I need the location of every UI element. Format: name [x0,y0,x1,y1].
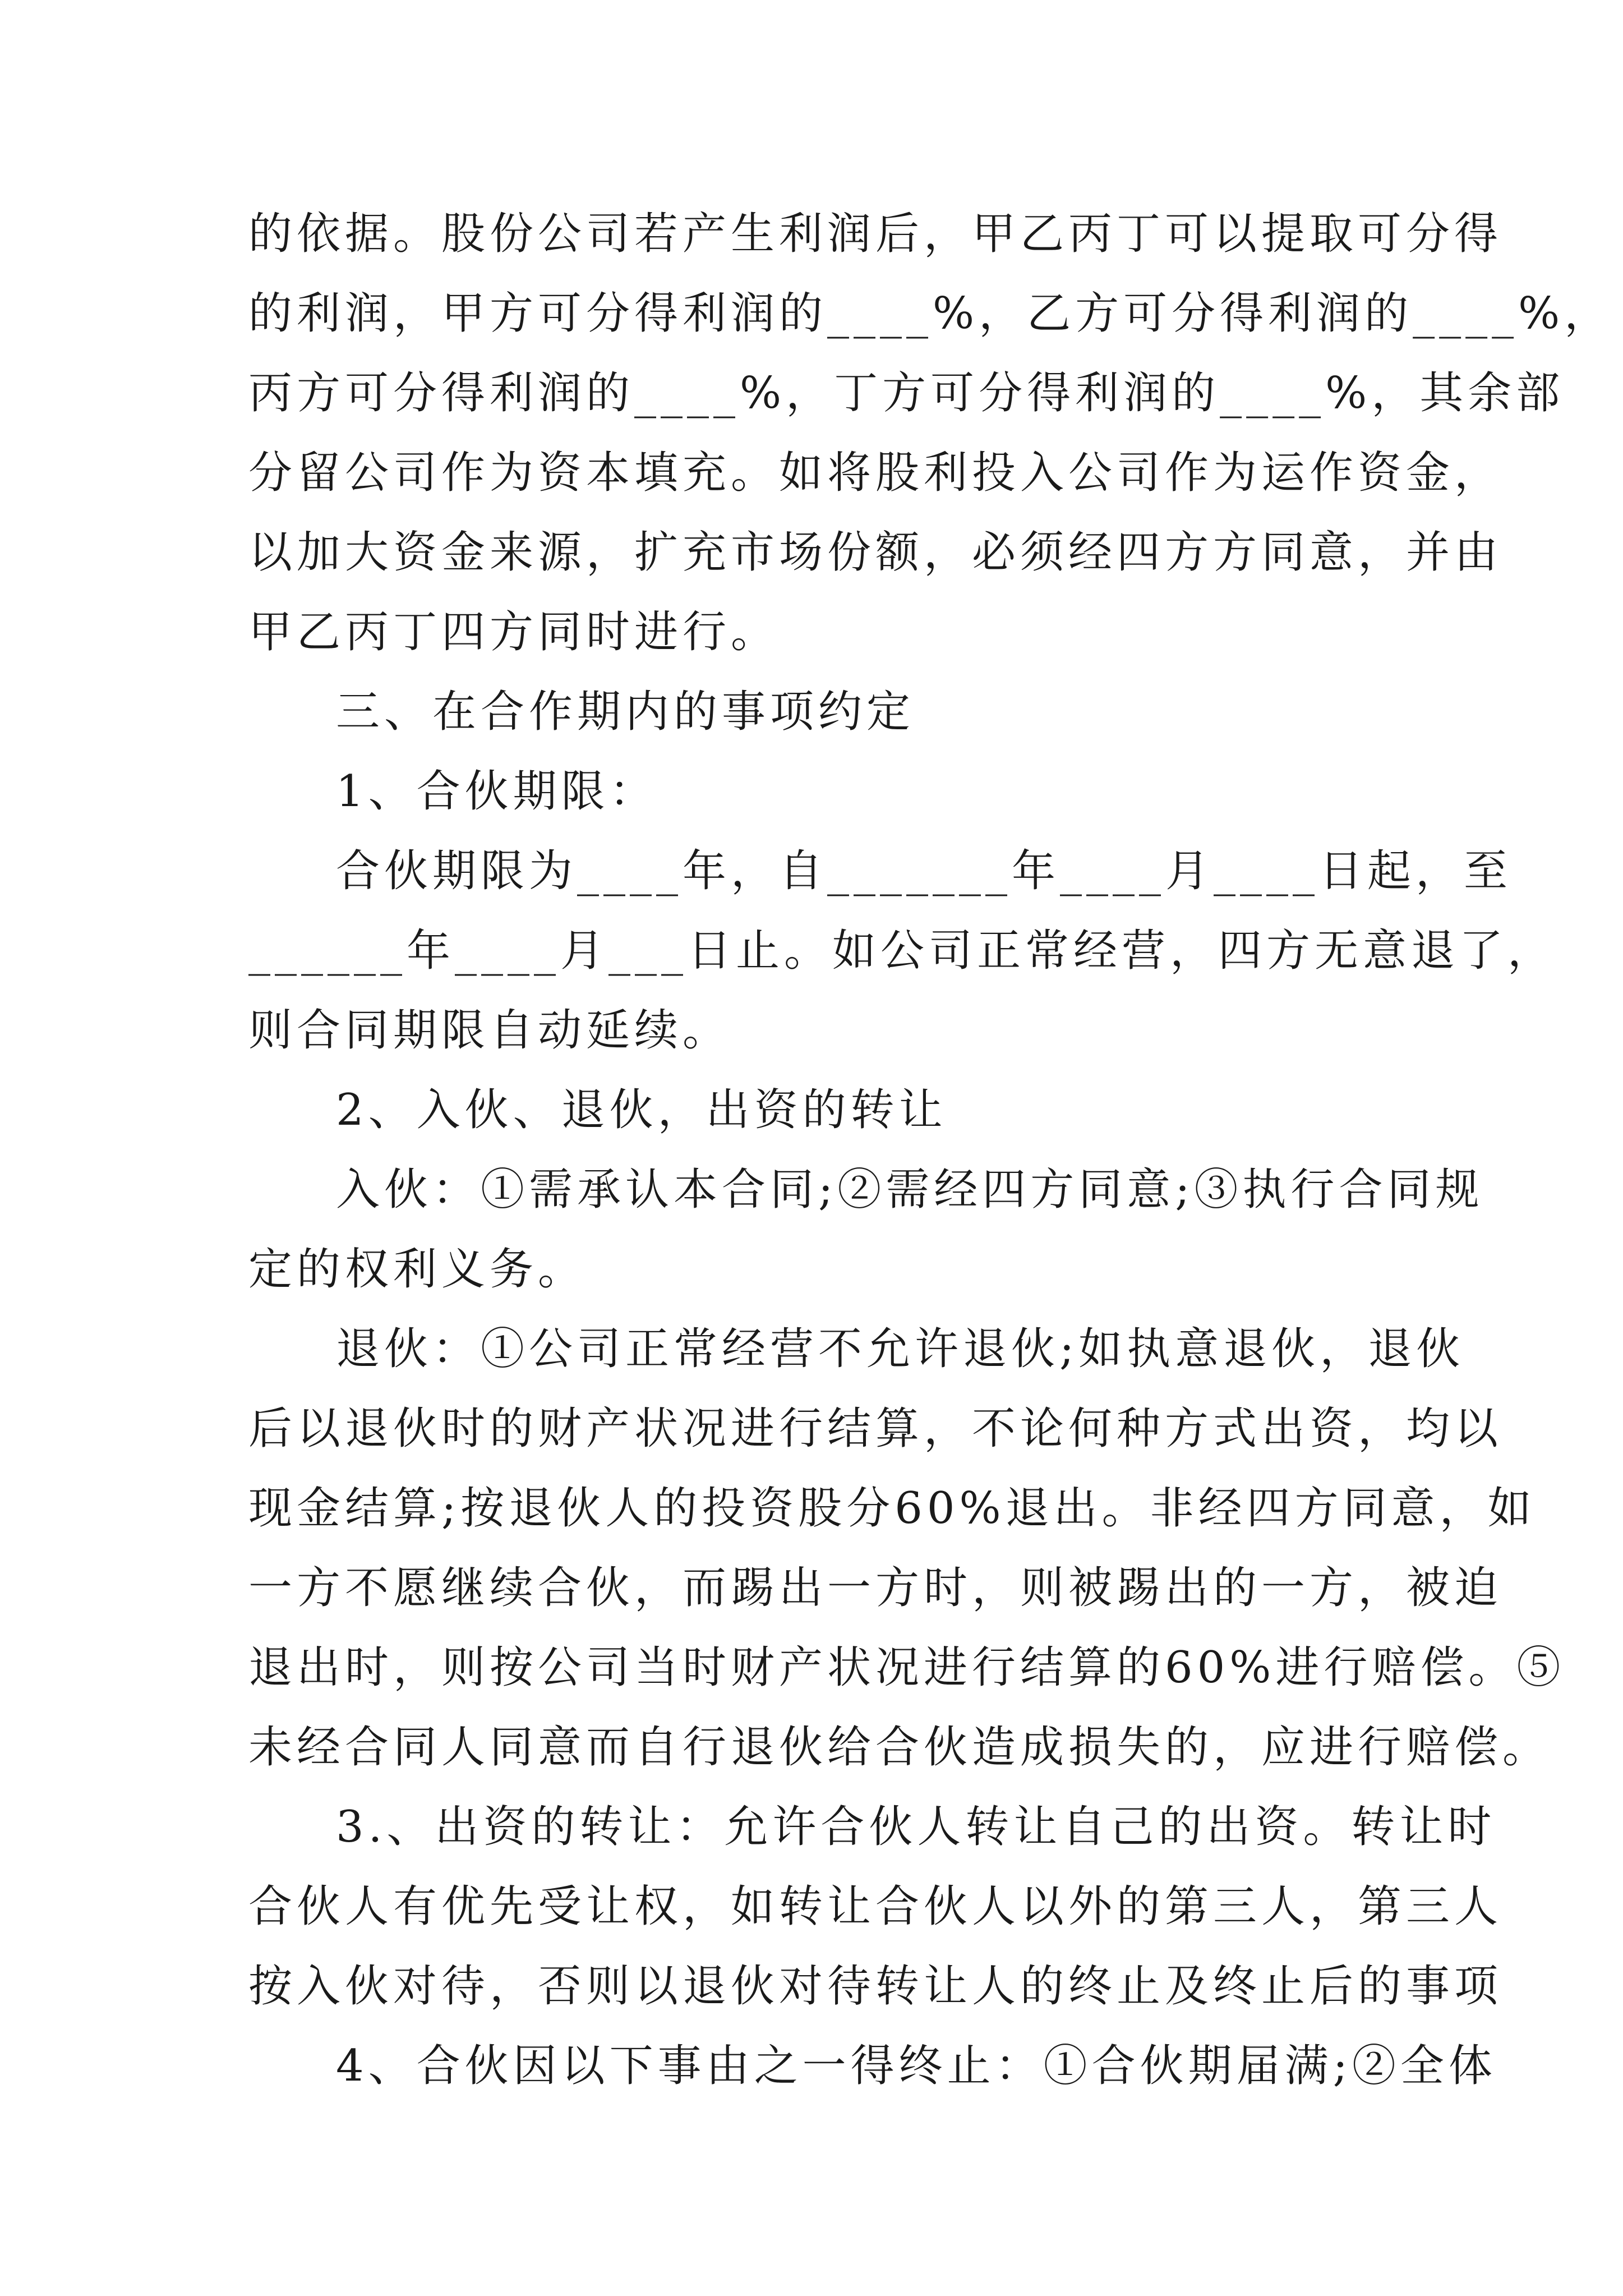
text-line: 合伙期限为____年，自_______年____月____日起，至 [336,846,1513,896]
text-line: 甲乙丙丁四方同时进行。 [248,607,780,657]
document-body [248,194,1613,2106]
text-line: 未经合同人同意而自行退伙给合伙造成损失的，应进行赔偿。 [248,1722,1551,1773]
text-line: 4、合伙因以下事由之一得终止：①合伙期届满;②全体 [336,2041,1497,2091]
text-line: 退出时，则按公司当时财产状况进行结算的60%进行赔偿。⑤ [248,1642,1565,1693]
text-line: 现金结算;按退伙人的投资股分60%退出。非经四方同意，如 [248,1483,1536,1534]
text-line: 2、入伙、退伙，出资的转让 [336,1085,947,1135]
text-line: 则合同期限自动延续。 [248,1005,731,1056]
text-line: 后以退伙时的财产状况进行结算，不论何种方式出资，均以 [248,1404,1503,1454]
text-line: 三、在合作期内的事项约定 [336,687,915,737]
text-line: 3.、出资的转让：允许合伙人转让自己的出资。转让时 [336,1802,1496,1852]
text-line: 分留公司作为资本填充。如将股利投入公司作为运作资金， [248,448,1503,498]
text-line: 一方不愿继续合伙，而踢出一方时，则被踢出的一方，被迫 [248,1563,1503,1613]
text-line: 以加大资金来源，扩充市场份额，必须经四方方同意，并由 [248,527,1503,578]
text-line: 按入伙对待，否则以退伙对待转让人的终止及终止后的事项 [248,1961,1503,2012]
text-line: 1、合伙期限： [336,766,658,817]
text-line: 退伙：①公司正常经营不允许退伙;如执意退伙，退伙 [336,1324,1465,1374]
text-line: 的利润，甲方可分得利润的____%，乙方可分得利润的____%， [248,288,1613,339]
text-line: 的依据。股份公司若产生利润后，甲乙丙丁可以提取可分得 [248,209,1503,259]
text-line: 丙方可分得利润的____%，丁方可分得利润的____%，其余部 [248,368,1565,418]
text-line: ______年____月___日止。如公司正常经营，四方无意退了， [248,926,1556,976]
text-line: 定的权利义务。 [248,1244,587,1295]
text-line: 合伙人有优先受让权，如转让合伙人以外的第三人，第三人 [248,1881,1503,1932]
text-line: 入伙：①需承认本合同;②需经四方同意;③执行合同规 [336,1165,1484,1215]
